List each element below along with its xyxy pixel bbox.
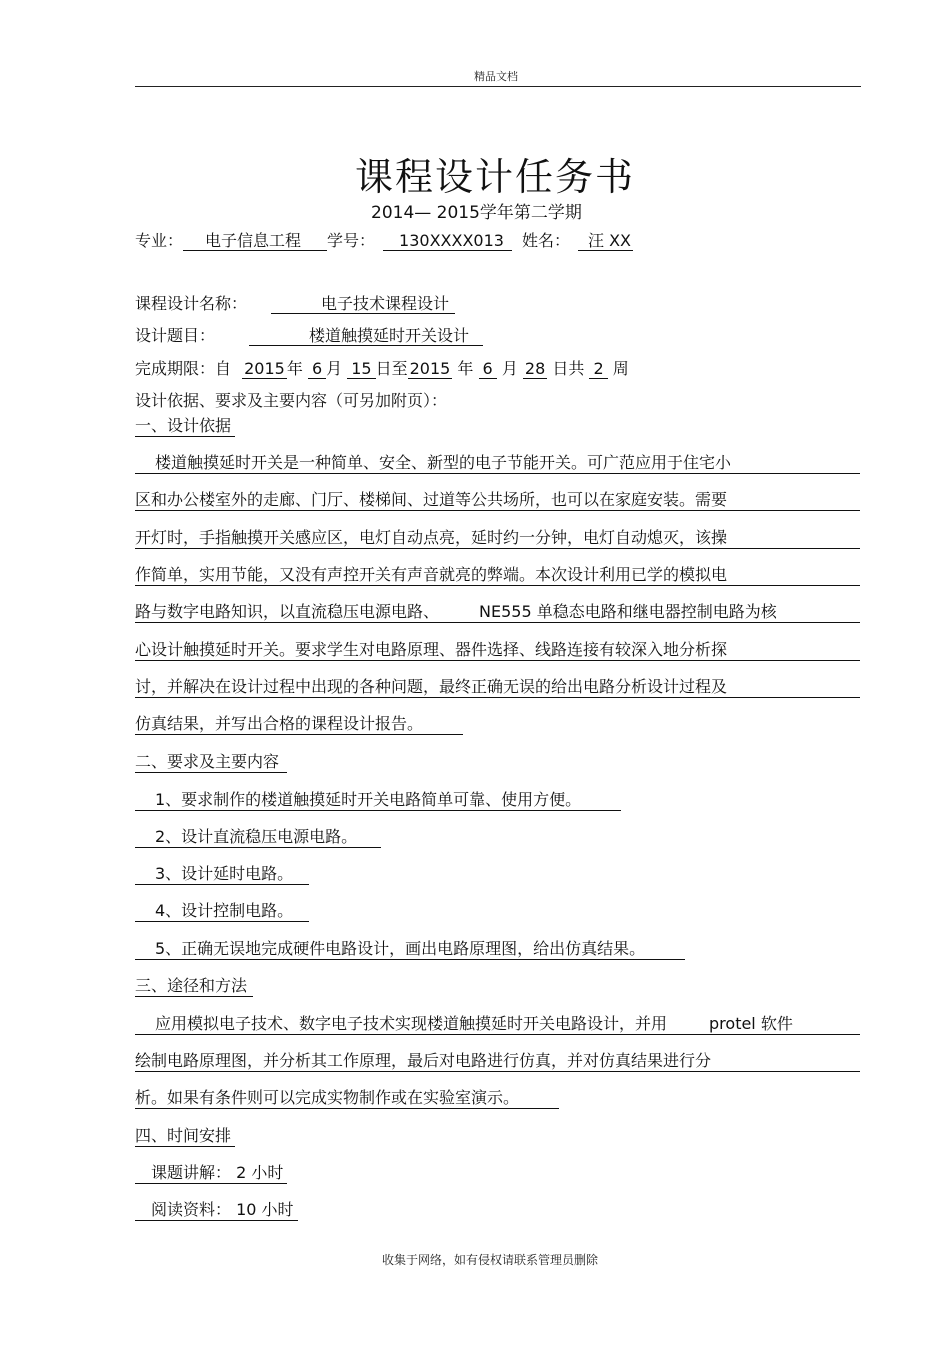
s3-line-2: 绘制电路原理图，并分析其工作原理，最后对电路进行仿真，并对仿真结果进行分 [135,1051,860,1072]
end-month: 6 [479,360,497,379]
start-month: 6 [308,360,326,379]
s3-line-3: 析。如果有条件则可以完成实物制作或在实验室演示。 [135,1088,559,1109]
start-year: 2015 [244,359,285,378]
year-label: 年 [286,359,303,378]
start-day: 15 [347,360,375,379]
name-value: 汪 XX [578,232,633,251]
s2-item-3: 3、设计延时电路。 [135,864,309,885]
s1-line-7: 讨，并解决在设计过程中出现的各种问题，最终正确无误的给出电路分析设计过程及 [135,677,860,698]
major-label: 专业： [135,231,184,250]
s3-line-1a: 应用模拟电子技术、数字电子技术实现楼道触摸延时开关电路设计，并用 [155,1014,668,1033]
course-value: 电子技术课程设计 [271,295,455,314]
s1-line-3: 开灯时，手指触摸开关感应区，电灯自动点亮，延时约一分钟，电灯自动熄灭，该操 [135,528,860,549]
s3-line-1 [135,1014,860,1035]
year-label-2: 年 [457,359,474,378]
s1-line-5b: NE555 单稳态电路和继电器控制电路为核 [479,602,777,621]
s2-item-4: 4、设计控制电路。 [135,901,309,922]
page-header: 精品文档 [474,70,518,83]
topic-row [135,326,483,346]
s1-line-6: 心设计触摸延时开关。要求学生对电路原理、器件选择、线路连接有较深入地分析探 [135,640,860,661]
page-footer: 收集于网络，如有侵权请联系管理员删除 [382,1253,599,1267]
s2-item-1: 1、要求制作的楼道触摸延时开关电路简单可靠、使用方便。 [135,790,621,811]
s3-line-1b: protel 软件 [709,1014,793,1033]
course-row [135,294,455,314]
period-row [135,359,629,379]
course-label: 课程设计名称： [135,294,248,313]
section-4-heading: 四、时间安排 [135,1126,235,1147]
topic-label: 设计题目： [135,326,216,345]
student-id-value: 130XXXX013 [383,232,512,251]
s1-line-8: 仿真结果，并写出合格的课程设计报告。 [135,714,463,735]
month-label: 月 [326,359,343,378]
s1-line-2: 区和办公楼室外的走廊、门厅、楼梯间、过道等公共场所，也可以在家庭安装。需要 [135,490,860,511]
header-rule [135,86,861,87]
s1-line-5a: 路与数字电路知识，以直流稳压电源电路、 [135,602,440,621]
basis-title: 设计依据、要求及主要内容（可另加附页）： [135,391,448,410]
week-label: 周 [612,359,629,378]
end-year: 2015 [409,359,451,378]
month-label-2: 月 [501,359,518,378]
student-id-label: 学号： [327,231,376,250]
s1-line-4: 作简单，实用节能，又没有声控开关有声音就亮的弊端。本次设计利用已学的模拟电 [135,565,860,586]
s1-line-1: 楼道触摸延时开关是一种简单、安全、新型的电子节能开关。可广范应用于住宅小 [135,453,860,474]
to-label: 日至 [375,359,408,378]
s1-line-5 [135,602,860,623]
s2-item-5: 5、正确无误地完成硬件电路设计，画出电路原理图，给出仿真结果。 [135,939,685,960]
period-label: 完成期限：自 [135,359,232,378]
student-info [135,231,633,251]
s4-item-2: 阅读资料： 10 小时 [135,1200,298,1221]
total-label: 日共 [552,359,585,378]
s2-item-2: 2、设计直流稳压电源电路。 [135,827,381,848]
weeks-count: 2 [589,360,607,379]
s4-item-1: 课题讲解： 2 小时 [135,1163,287,1184]
major-value: 电子信息工程 [183,232,327,251]
section-2-heading: 二、要求及主要内容 [135,752,287,773]
section-1-heading: 一、设计依据 [135,416,235,437]
page-title: 课程设计任务书 [355,155,636,199]
end-day: 28 [524,359,546,378]
term: 2014— 2015学年第二学期 [371,203,582,223]
topic-value: 楼道触摸延时开关设计 [249,327,483,346]
section-3-heading: 三、途径和方法 [135,976,253,997]
name-label: 姓名： [521,231,570,250]
